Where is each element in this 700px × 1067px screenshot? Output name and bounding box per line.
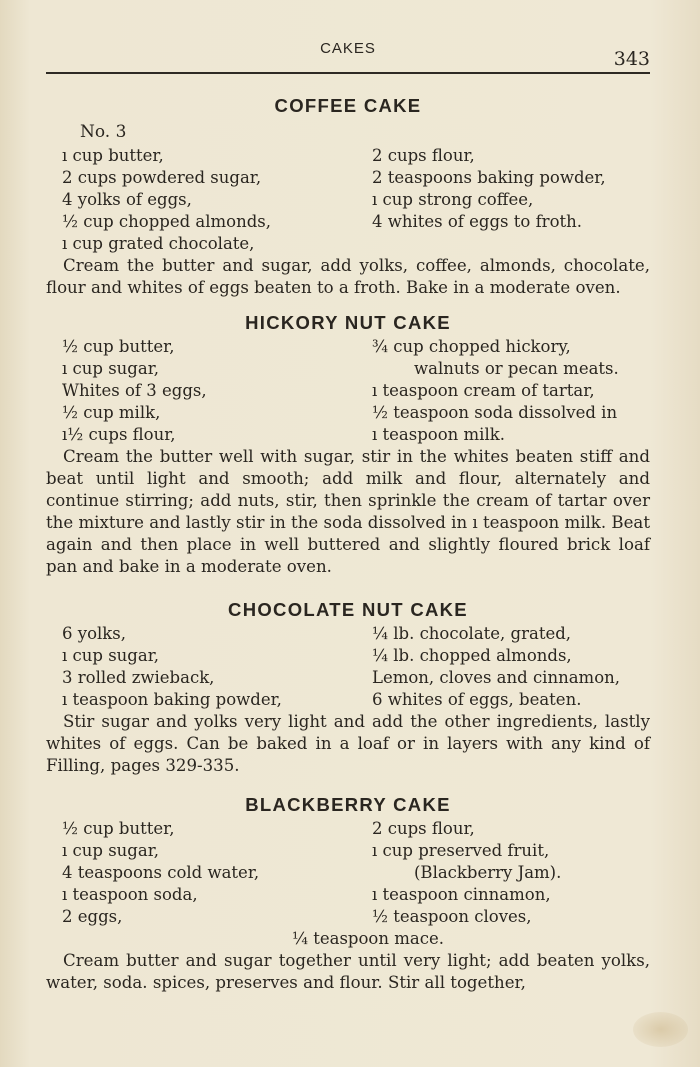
ingredients-left — [46, 623, 356, 711]
ingredient: 3 rolled zwieback, — [62, 668, 215, 687]
ingredients-right — [356, 336, 650, 446]
recipe-coffee-cake — [46, 93, 650, 299]
recipe-title: CHOCOLATE NUT CAKE — [228, 599, 468, 620]
ingredient: ı cup strong coffee, — [372, 190, 534, 209]
ingredient-continued: (Blackberry Jam). — [414, 863, 562, 882]
recipe-title: HICKORY NUT CAKE — [245, 312, 451, 333]
ingredient: ı cup preserved fruit, — [372, 841, 550, 860]
header-rule — [46, 72, 650, 74]
running-header — [46, 0, 650, 80]
ingredient: ı teaspoon soda, — [62, 885, 198, 904]
ingredient: 6 yolks, — [62, 624, 126, 643]
ingredient: 4 teaspoons cold water, — [62, 863, 260, 882]
recipe-title: BLACKBERRY CAKE — [245, 794, 451, 815]
ingredient-list — [46, 623, 650, 711]
ingredient: ı cup sugar, — [62, 646, 160, 665]
ingredient: ½ cup milk, — [62, 403, 161, 422]
ingredient-continued: walnuts or pecan meats. — [414, 359, 619, 378]
ingredient: ı teaspoon cream of tartar, — [372, 381, 595, 400]
ingredient: ı cup sugar, — [62, 359, 160, 378]
recipe-method: Stir sugar and yolks very light and add the other ingredients, lastly whites of eggs. Can be baked in a loaf or in layers with any kind of Filling, pages 329-335. — [46, 712, 650, 775]
ingredient: ı teaspoon cinnamon, — [372, 885, 551, 904]
ingredient: ½ teaspoon soda dissolved in — [372, 403, 618, 422]
ingredient: Lemon, cloves and cinnamon, — [372, 668, 620, 687]
ingredient: ı cup sugar, — [62, 841, 160, 860]
ingredients-right — [356, 145, 650, 255]
ingredient: ı teaspoon baking powder, — [62, 690, 282, 709]
ingredient: 2 teaspoons baking powder, — [372, 168, 606, 187]
recipe-method: Cream the butter and sugar, add yolks, coffee, almonds, chocolate, flour and whites of eggs beaten to a froth. Bake in a moderate oven. — [46, 256, 650, 297]
ingredient: ½ cup butter, — [62, 337, 175, 356]
ingredient: 2 cups powdered sugar, — [62, 168, 262, 187]
ingredient: ı cup butter, — [62, 146, 164, 165]
page-number: 343 — [613, 48, 650, 70]
ingredient: ¼ lb. chopped almonds, — [372, 646, 572, 665]
ingredient: ½ cup chopped almonds, — [62, 212, 272, 231]
ingredient-list — [46, 818, 650, 928]
ingredients-right — [356, 818, 650, 928]
ingredient: ¾ cup chopped hickory, — [372, 337, 571, 356]
running-title: CAKES — [320, 40, 376, 57]
recipe-hickory-nut-cake — [46, 310, 650, 578]
ingredient: ı cup grated chocolate, — [62, 234, 255, 253]
recipe-chocolate-nut-cake — [46, 597, 650, 777]
ingredients-right — [356, 623, 650, 711]
recipe-method: Cream butter and sugar together until very light; add beaten yolks, water, soda. spices, preserves and flour. Stir all together, — [46, 951, 650, 992]
ingredient-list — [46, 336, 650, 446]
ingredient: 2 eggs, — [62, 907, 123, 926]
ingredient: ı½ cups flour, — [62, 425, 176, 444]
ingredient: ı teaspoon milk. — [372, 425, 505, 444]
ingredient: 2 cups flour, — [372, 146, 475, 165]
ingredient: ½ cup butter, — [62, 819, 175, 838]
recipe-method: Cream the butter well with sugar, stir in the whites beaten stiff and beat until light and smooth; add milk and flour, alternately and continue stirring; add nuts, stir, then sprinkle the cream of tartar over the mixture and lastly stir in the soda dissolved in ı teaspoon milk. Beat again and then place in well buttered and slightly floured brick loaf pan and bake in a moderate oven. — [46, 447, 650, 576]
ingredient: 4 whites of eggs to froth. — [372, 212, 583, 231]
ingredients-left — [46, 818, 356, 928]
ingredient: 4 yolks of eggs, — [62, 190, 192, 209]
ingredients-left — [46, 336, 356, 446]
recipe-subtitle: No. 3 — [80, 122, 127, 142]
ingredient-list — [46, 145, 650, 255]
ingredient: Whites of 3 eggs, — [62, 381, 207, 400]
ingredient: ½ teaspoon cloves, — [372, 907, 532, 926]
recipe-blackberry-cake — [46, 792, 650, 994]
ingredients-left — [46, 145, 356, 255]
ingredient: 2 cups flour, — [372, 819, 475, 838]
ingredient: ¼ lb. chocolate, grated, — [372, 624, 572, 643]
ingredient-centered: ¼ teaspoon mace. — [292, 929, 444, 948]
paper-stain — [633, 1012, 688, 1047]
recipe-title: COFFEE CAKE — [274, 95, 422, 116]
ingredient: 6 whites of eggs, beaten. — [372, 690, 582, 709]
